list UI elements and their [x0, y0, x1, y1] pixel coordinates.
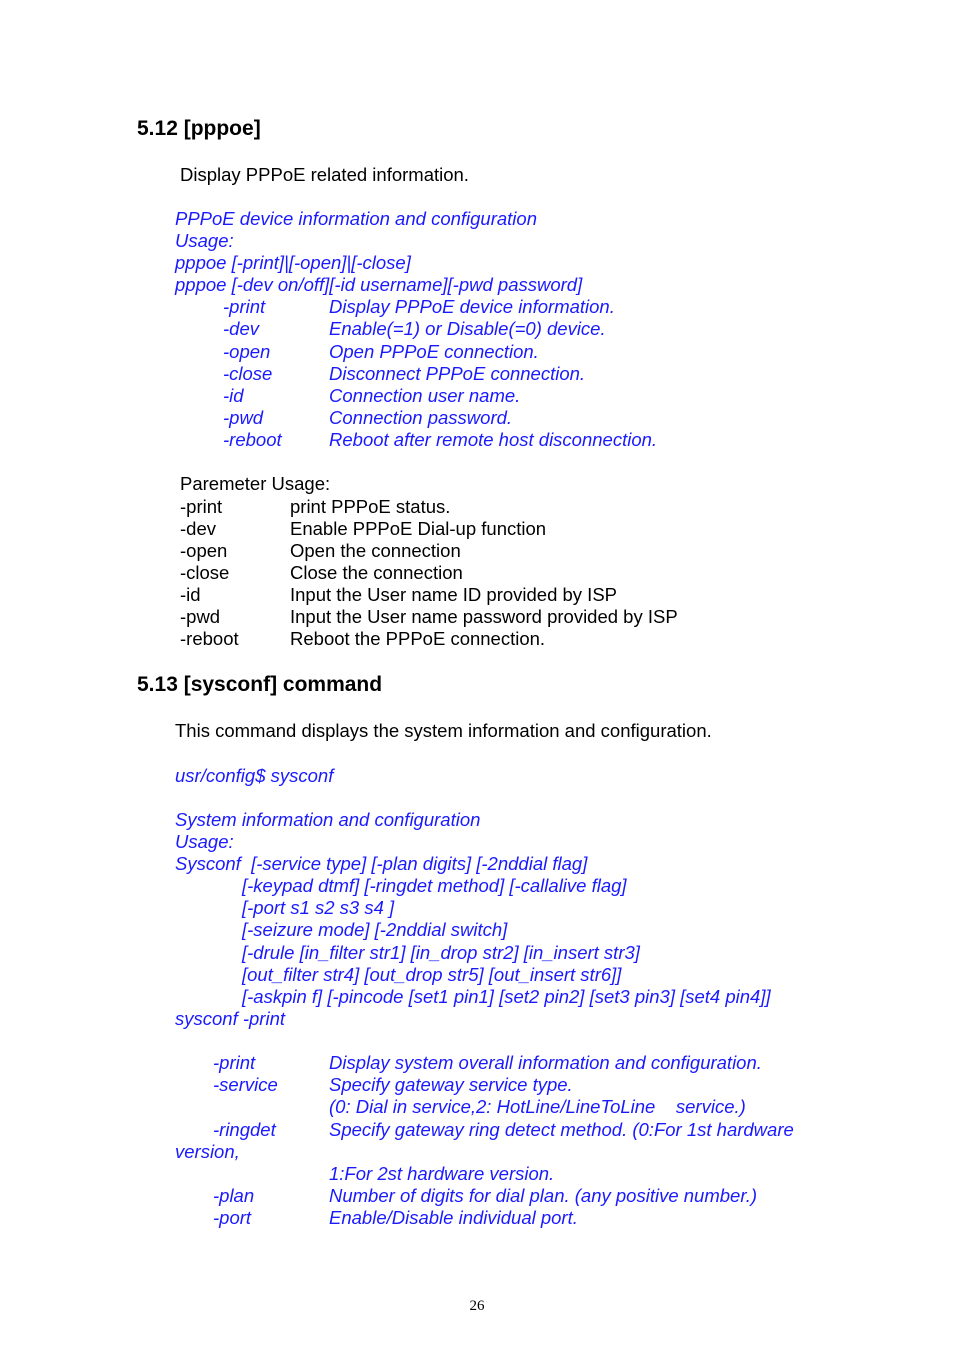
option-desc: Disconnect PPPoE connection. — [329, 363, 586, 384]
section-heading-sysconf: 5.13 [sysconf] command — [137, 673, 383, 696]
option-desc: Specify gateway ring detect method. (0:For 1st hardware — [329, 1119, 794, 1140]
code-usage: Usage: — [175, 230, 234, 251]
command-prompt: usr/config$ sysconf — [175, 765, 334, 786]
param-flag: -dev — [180, 518, 216, 539]
option-flag: -print — [213, 1052, 256, 1073]
param-desc: Open the connection — [290, 540, 461, 561]
option-desc: Connection password. — [329, 407, 513, 428]
param-flag: -pwd — [180, 606, 221, 627]
option-desc: version, — [175, 1141, 240, 1162]
param-desc: Enable PPPoE Dial-up function — [290, 518, 547, 539]
option-flag: -open — [223, 341, 271, 362]
code-syntax: [-seizure mode] [-2nddial switch] — [242, 919, 508, 940]
option-flag: -ringdet — [213, 1119, 276, 1140]
option-flag: -id — [223, 385, 244, 406]
param-flag: -open — [180, 540, 228, 561]
code-syntax: pppoe [-print]|[-open]|[-close] — [175, 252, 411, 273]
option-desc: (0: Dial in service,2: HotLine/LineToLine service.) — [329, 1096, 746, 1117]
option-flag: -pwd — [223, 407, 264, 428]
option-desc: Specify gateway service type. — [329, 1074, 573, 1095]
option-desc: Connection user name. — [329, 385, 521, 406]
param-flag: -reboot — [180, 628, 239, 649]
code-syntax: [-port s1 s2 s3 s4 ] — [242, 897, 395, 918]
option-desc: Open PPPoE connection. — [329, 341, 539, 362]
code-syntax: [-keypad dtmf] [-ringdet method] [-callalive flag] — [242, 875, 627, 896]
param-desc: Close the connection — [290, 562, 463, 583]
code-syntax: [out_filter str4] [out_drop str5] [out_insert str6]] — [242, 964, 622, 985]
parameter-usage-title: Paremeter Usage: — [180, 473, 331, 494]
param-flag: -id — [180, 584, 201, 605]
code-syntax: Sysconf [-service type] [-plan digits] [-2nddial flag] — [175, 853, 588, 874]
option-flag: -print — [223, 296, 266, 317]
option-desc: Display system overall information and configuration. — [329, 1052, 762, 1073]
code-usage: Usage: — [175, 831, 234, 852]
option-desc: Display PPPoE device information. — [329, 296, 615, 317]
option-desc: Enable/Disable individual port. — [329, 1207, 578, 1228]
param-flag: -close — [180, 562, 230, 583]
option-flag: -dev — [223, 318, 259, 339]
option-flag: -reboot — [223, 429, 282, 450]
section-heading-pppoe: 5.12 [pppoe] — [137, 117, 261, 140]
option-flag: -service — [213, 1074, 278, 1095]
param-desc: Input the User name ID provided by ISP — [290, 584, 618, 605]
code-syntax: [-askpin f] [-pincode [set1 pin1] [set2 pin2] [set3 pin3] [set4 pin4]] — [242, 986, 771, 1007]
option-desc: 1:For 2st hardware version. — [329, 1163, 555, 1184]
page-number: 26 — [469, 1298, 485, 1314]
code-title: PPPoE device information and configuration — [175, 208, 537, 229]
option-desc: Number of digits for dial plan. (any positive number.) — [329, 1185, 758, 1206]
option-flag: -close — [223, 363, 273, 384]
param-flag: -print — [180, 496, 223, 517]
option-flag: -plan — [213, 1185, 255, 1206]
option-flag: -port — [213, 1207, 252, 1228]
param-desc: Reboot the PPPoE connection. — [290, 628, 546, 649]
section-description: Display PPPoE related information. — [180, 164, 469, 185]
code-title: System information and configuration — [175, 809, 481, 830]
param-desc: Input the User name password provided by ISP — [290, 606, 678, 627]
print-command: sysconf -print — [175, 1008, 286, 1029]
option-desc: Reboot after remote host disconnection. — [329, 429, 658, 450]
param-desc: print PPPoE status. — [290, 496, 451, 517]
section-description: This command displays the system information and configuration. — [175, 720, 712, 741]
code-syntax: [-drule [in_filter str1] [in_drop str2] [in_insert str3] — [242, 942, 640, 963]
option-desc: Enable(=1) or Disable(=0) device. — [329, 318, 606, 339]
code-syntax: pppoe [-dev on/off][-id username][-pwd password] — [175, 274, 583, 295]
